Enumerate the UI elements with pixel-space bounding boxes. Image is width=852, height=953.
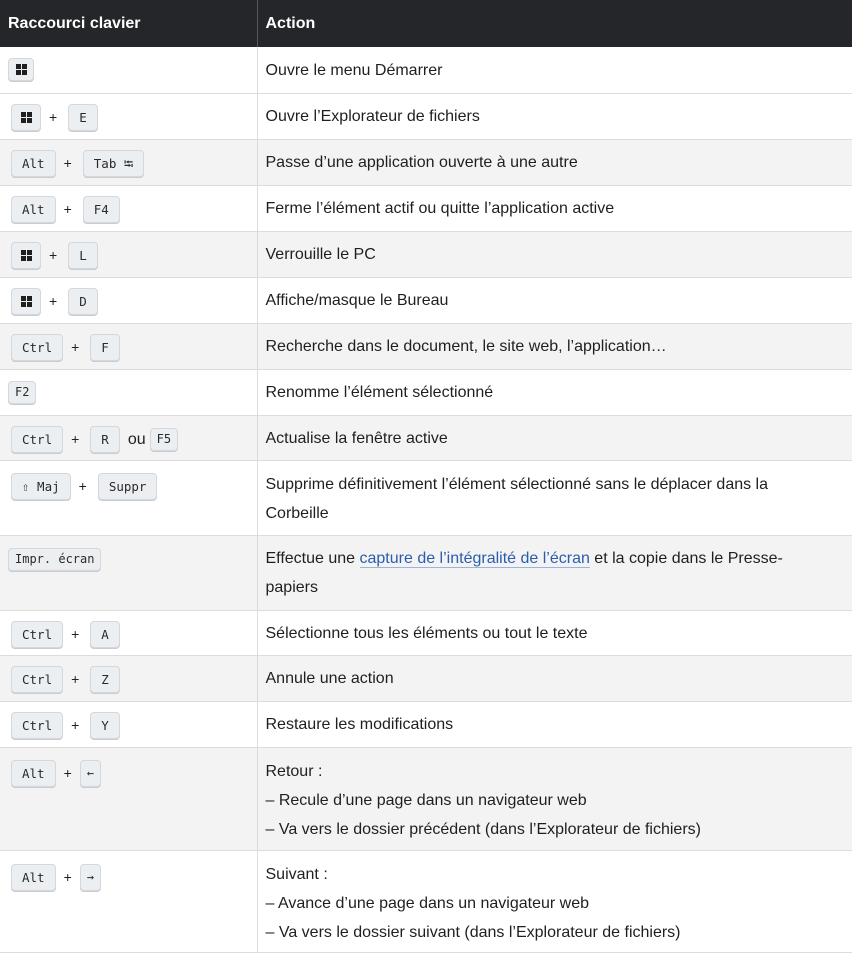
table-row: [0, 277, 852, 323]
key: Y: [90, 712, 120, 739]
plus-sign: +: [71, 625, 80, 642]
table-row: [0, 655, 852, 701]
shortcut-cell: [0, 231, 257, 277]
action-line: Retour :: [265, 762, 323, 780]
windows-key: [11, 242, 41, 269]
header-row: [0, 0, 852, 47]
windows-icon: [21, 250, 32, 261]
table-row: [0, 185, 852, 231]
plus-sign: +: [63, 200, 72, 217]
key: Alt: [11, 864, 56, 891]
action-cell: Passe d’une application ouverte à une autre: [257, 139, 852, 185]
table-row: [0, 460, 852, 535]
plus-sign: +: [63, 868, 72, 885]
key: A: [90, 621, 120, 648]
plus-sign: +: [49, 108, 58, 125]
action-cell: Ouvre l’Explorateur de fichiers: [257, 93, 852, 139]
table-row: [0, 850, 852, 952]
action-cell: Verrouille le PC: [257, 231, 852, 277]
plus-sign: +: [71, 338, 80, 355]
key: F5: [150, 428, 178, 451]
key: F4: [83, 196, 120, 223]
key: R: [90, 426, 120, 453]
action-cell: Actualise la fenêtre active: [257, 415, 852, 460]
table-row: [0, 231, 852, 277]
table-row: [0, 610, 852, 655]
plus-sign: +: [71, 716, 80, 733]
key: E: [68, 104, 98, 131]
key: Alt: [11, 760, 56, 787]
plus-sign: +: [49, 246, 58, 263]
windows-icon: [21, 112, 32, 123]
shortcut-cell: [0, 701, 257, 747]
action-cell: [257, 535, 852, 610]
plus-sign: +: [63, 154, 72, 171]
key: ⇧ Maj: [11, 473, 71, 500]
right-arrow-key: →: [80, 864, 101, 891]
plus-sign: +: [63, 764, 72, 781]
shortcut-cell: [0, 369, 257, 415]
key: L: [68, 242, 98, 269]
plus-sign: +: [71, 430, 80, 447]
table-row: [0, 93, 852, 139]
shortcut-cell: [0, 47, 257, 93]
key: Ctrl: [11, 426, 63, 453]
shortcut-cell: [0, 655, 257, 701]
windows-key: [11, 288, 41, 315]
key: Alt: [11, 150, 56, 177]
plus-sign: +: [49, 292, 58, 309]
windows-key: [11, 104, 41, 131]
shortcut-cell: [0, 850, 257, 952]
table-row: [0, 747, 852, 850]
action-cell: Annule une action: [257, 655, 852, 701]
action-text: et la copie dans le Presse-: [589, 549, 783, 567]
action-line: [266, 544, 843, 573]
windows-icon: [21, 296, 32, 307]
action-cell: Ouvre le menu Démarrer: [257, 47, 852, 93]
key: Ctrl: [11, 666, 63, 693]
key: Tab ⭾: [83, 150, 145, 177]
key: D: [68, 288, 98, 315]
table-row: [0, 323, 852, 369]
plus-sign: +: [71, 670, 80, 687]
action-cell: Ferme l’élément actif ou quitte l’application active: [257, 185, 852, 231]
action-cell: [257, 460, 852, 535]
action-cell: Recherche dans le document, le site web, l’application…: [257, 323, 852, 369]
table-row: [0, 47, 852, 93]
windows-icon: [16, 64, 27, 75]
action-text: Effectue une: [265, 549, 360, 567]
key: Z: [90, 666, 120, 693]
action-line: – Va vers le dossier précédent (dans l’Explorateur de fichiers): [265, 820, 701, 838]
action-line: – Recule d’une page dans un navigateur web: [265, 791, 587, 809]
table-row: [0, 535, 852, 610]
key: Suppr: [98, 473, 158, 500]
shortcut-cell: [0, 535, 257, 610]
key: F2: [8, 381, 36, 404]
plus-sign: +: [78, 477, 87, 494]
action-cell: Renomme l’élément sélectionné: [257, 369, 852, 415]
shortcut-cell: [0, 139, 257, 185]
table-row: [0, 415, 852, 460]
shortcut-cell: [0, 415, 257, 460]
table-row: [0, 701, 852, 747]
windows-key: [8, 58, 34, 81]
table-row: [0, 369, 852, 415]
action-cell: Sélectionne tous les éléments ou tout le texte: [257, 610, 852, 655]
action-cell: [257, 747, 852, 850]
action-line: Suivant :: [265, 865, 328, 883]
or-text: ou: [127, 430, 146, 448]
key: Ctrl: [11, 334, 63, 361]
action-line: Supprime définitivement l’élément sélectionné sans le déplacer dans la: [265, 475, 769, 493]
key: Impr. écran: [8, 548, 101, 571]
shortcut-cell: [0, 323, 257, 369]
action-line: – Avance d’une page dans un navigateur web: [265, 894, 590, 912]
action-cell: Restaure les modifications: [257, 701, 852, 747]
action-cell: [257, 850, 852, 952]
action-cell: Affiche/masque le Bureau: [257, 277, 852, 323]
left-arrow-key: ←: [80, 760, 101, 787]
screen-capture-link[interactable]: capture de l’intégralité de l’écran: [359, 549, 590, 567]
key: F: [90, 334, 120, 361]
shortcut-cell: [0, 610, 257, 655]
key: Ctrl: [11, 621, 63, 648]
shortcut-cell: [0, 93, 257, 139]
shortcut-cell: [0, 185, 257, 231]
action-line: papiers: [265, 578, 318, 596]
shortcut-cell: [0, 277, 257, 323]
header-shortcut: Raccourci clavier: [0, 0, 257, 47]
action-line: – Va vers le dossier suivant (dans l’Explorateur de fichiers): [265, 923, 681, 941]
action-line: Corbeille: [265, 504, 329, 522]
shortcut-cell: [0, 747, 257, 850]
shortcut-cell: [0, 460, 257, 535]
header-action: Action: [257, 0, 852, 47]
table-row: [0, 139, 852, 185]
key: Ctrl: [11, 712, 63, 739]
key: Alt: [11, 196, 56, 223]
